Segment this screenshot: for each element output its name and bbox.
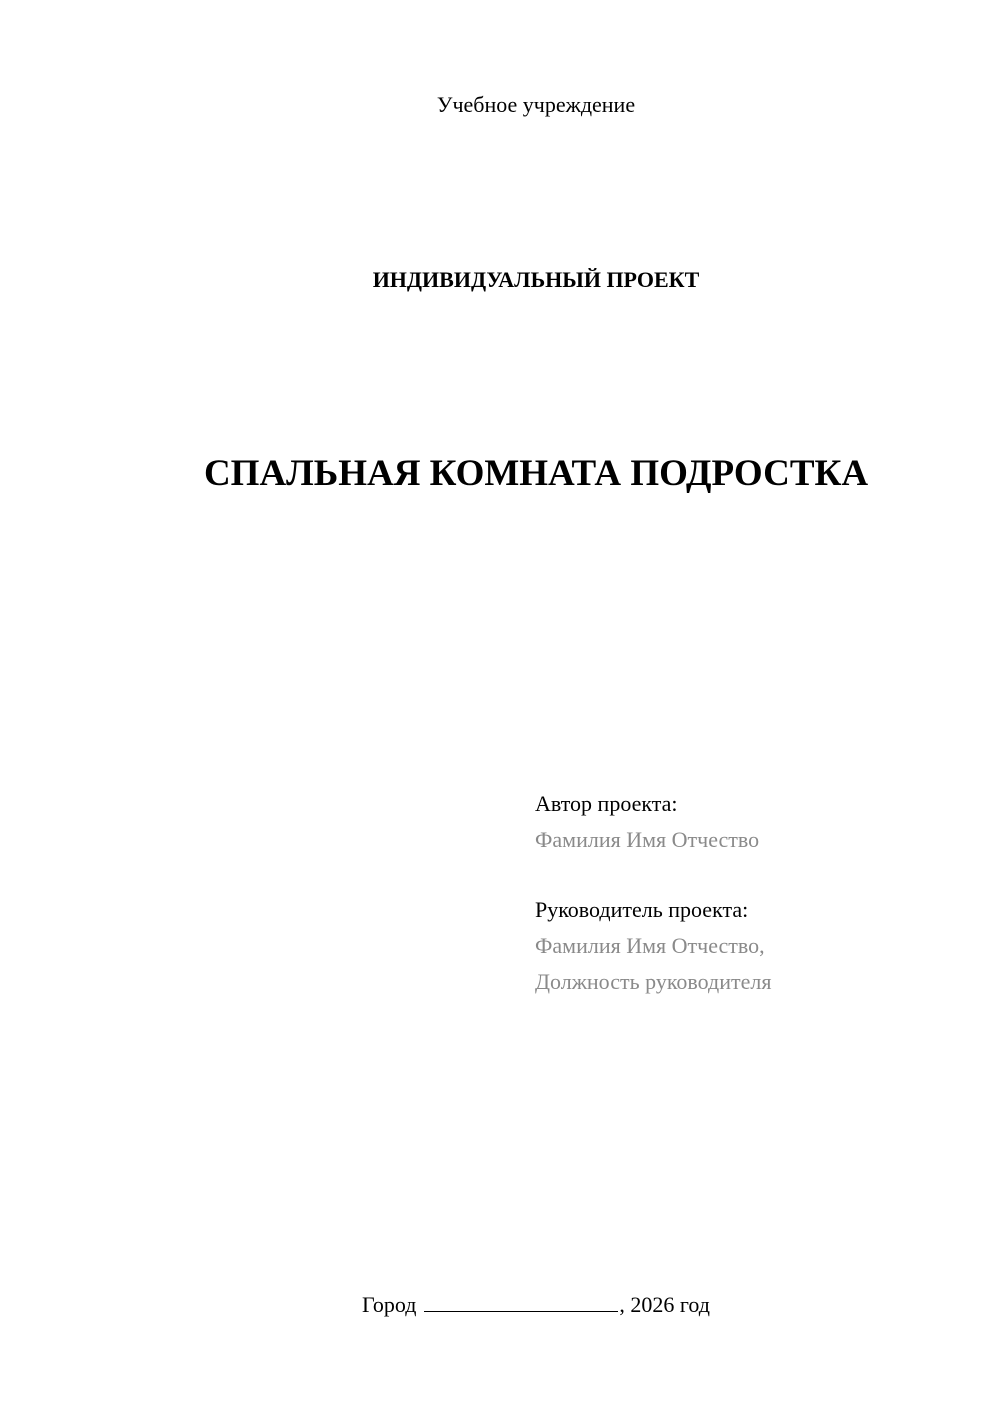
supervisor-name: Фамилия Имя Отчество,	[535, 933, 765, 958]
city-label: Город	[362, 1292, 417, 1317]
city-blank-underline	[424, 1291, 618, 1312]
supervisor-label: Руководитель проекта:	[535, 897, 749, 922]
supervisor-position: Должность руководителя	[535, 969, 772, 994]
credits-spacer	[535, 858, 771, 892]
project-credits	[535, 786, 771, 1000]
author-label: Автор проекта:	[535, 791, 678, 816]
document-type-heading: ИНДИВИДУАЛЬНЫЙ ПРОЕКТ	[372, 267, 700, 292]
project-title: СПАЛЬНАЯ КОМНАТА ПОДРОСТКА	[203, 453, 869, 494]
author-name: Фамилия Имя Отчество	[535, 827, 760, 852]
institution-name: Учебное учреждение	[436, 92, 636, 117]
city-year-line	[0, 1291, 1000, 1318]
year-text: , 2026 год	[619, 1292, 710, 1317]
